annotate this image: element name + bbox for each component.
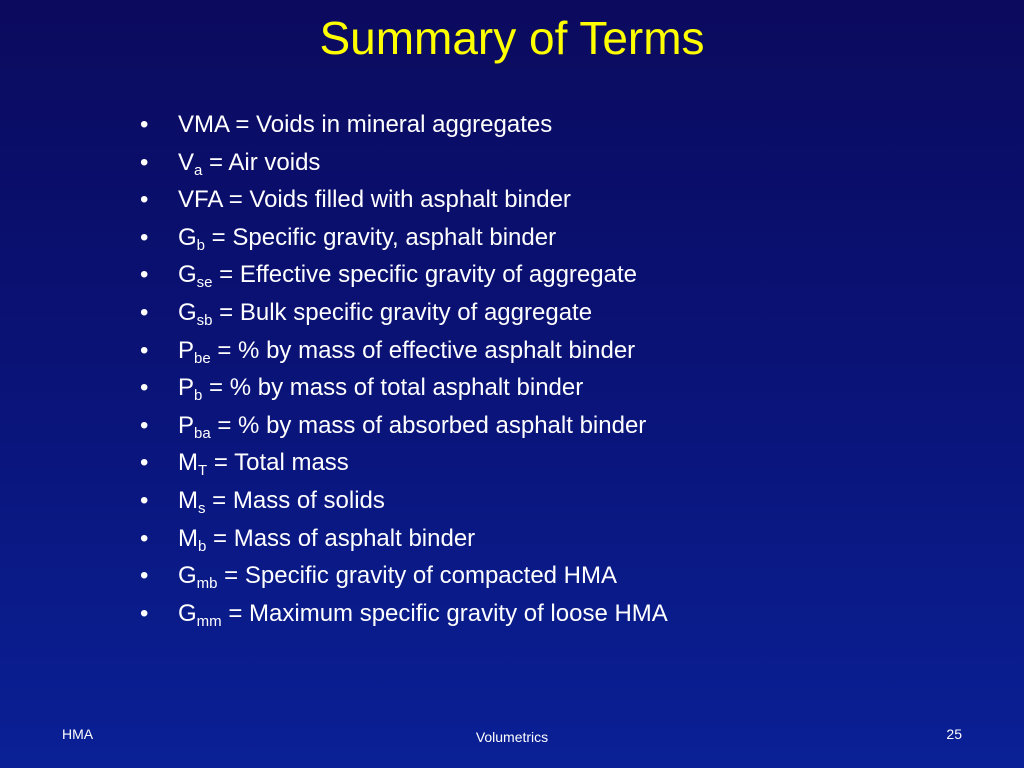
term-definition: = Mass of asphalt binder [206, 524, 476, 552]
term-symbol: G [178, 562, 197, 590]
term-definition: = Specific gravity, asphalt binder [205, 223, 557, 251]
slide-title: Summary of Terms [319, 12, 705, 64]
term-symbol: VMA [178, 111, 229, 138]
bullet-icon: • [140, 374, 149, 402]
term-definition: = Air voids [202, 148, 321, 176]
footer-page-number: 25 [946, 726, 962, 742]
term-subscript: sb [196, 311, 213, 329]
term-item [140, 557, 668, 595]
term-item [140, 294, 668, 332]
term-definition: = Effective specific gravity of aggregate [212, 261, 637, 289]
term-item [140, 144, 668, 182]
term-symbol: G [178, 599, 197, 627]
term-item [140, 407, 668, 445]
term-subscript: a [194, 161, 203, 179]
term-item [140, 444, 668, 482]
term-subscript: mm [196, 612, 222, 630]
bullet-icon: • [140, 449, 149, 477]
term-item [140, 520, 668, 558]
term-item [140, 482, 668, 520]
term-item [140, 595, 668, 633]
term-symbol: M [178, 524, 198, 552]
term-subscript: ba [194, 424, 211, 442]
term-subscript: se [196, 274, 213, 292]
term-symbol: VFA [178, 186, 223, 214]
term-symbol: G [178, 298, 197, 326]
term-subscript: b [196, 236, 206, 254]
bullet-icon: • [140, 411, 149, 439]
term-item [140, 106, 668, 144]
bullet-icon: • [140, 261, 149, 289]
term-symbol: G [178, 223, 197, 251]
term-subscript: b [194, 387, 203, 405]
term-definition: = Voids filled with asphalt binder [222, 186, 571, 214]
bullet-icon: • [140, 111, 149, 138]
term-definition: = Bulk specific gravity of aggregate [212, 298, 593, 326]
bullet-icon: • [140, 148, 149, 176]
term-item [140, 219, 668, 257]
term-subscript: s [198, 499, 206, 517]
term-symbol: V [178, 148, 195, 176]
term-symbol: P [178, 411, 195, 439]
term-definition: = Specific gravity of compacted HMA [217, 562, 618, 590]
bullet-icon: • [140, 186, 149, 214]
bullet-icon: • [140, 562, 149, 590]
bullet-icon: • [140, 524, 149, 552]
term-item [140, 332, 668, 370]
term-symbol: M [178, 449, 198, 477]
bullet-icon: • [140, 298, 149, 326]
term-definition: = % by mass of absorbed asphalt binder [210, 411, 647, 439]
term-item [140, 256, 668, 294]
term-symbol: P [178, 336, 195, 364]
term-definition: = Total mass [207, 449, 349, 477]
bullet-icon: • [140, 336, 149, 364]
term-definition: = Mass of solids [205, 486, 385, 514]
term-symbol: M [178, 486, 198, 514]
terms-list [140, 106, 668, 632]
term-subscript: b [198, 537, 207, 555]
term-symbol: P [178, 374, 195, 402]
footer-left: HMA [62, 726, 94, 742]
term-definition: = Maximum specific gravity of loose HMA [221, 599, 668, 627]
term-symbol: G [178, 261, 197, 289]
bullet-icon: • [140, 486, 149, 514]
term-subscript: T [198, 462, 208, 480]
bullet-icon: • [140, 599, 149, 627]
bullet-icon: • [140, 223, 149, 251]
term-subscript: mb [196, 575, 218, 593]
term-item [140, 181, 668, 219]
term-definition: = % by mass of effective asphalt binder [210, 336, 636, 364]
term-subscript: be [194, 349, 211, 367]
term-definition: = % by mass of total asphalt binder [202, 374, 584, 402]
term-item [140, 369, 668, 407]
term-definition: = Voids in mineral aggregates [228, 111, 553, 138]
footer-center: Volumetrics [475, 729, 549, 745]
